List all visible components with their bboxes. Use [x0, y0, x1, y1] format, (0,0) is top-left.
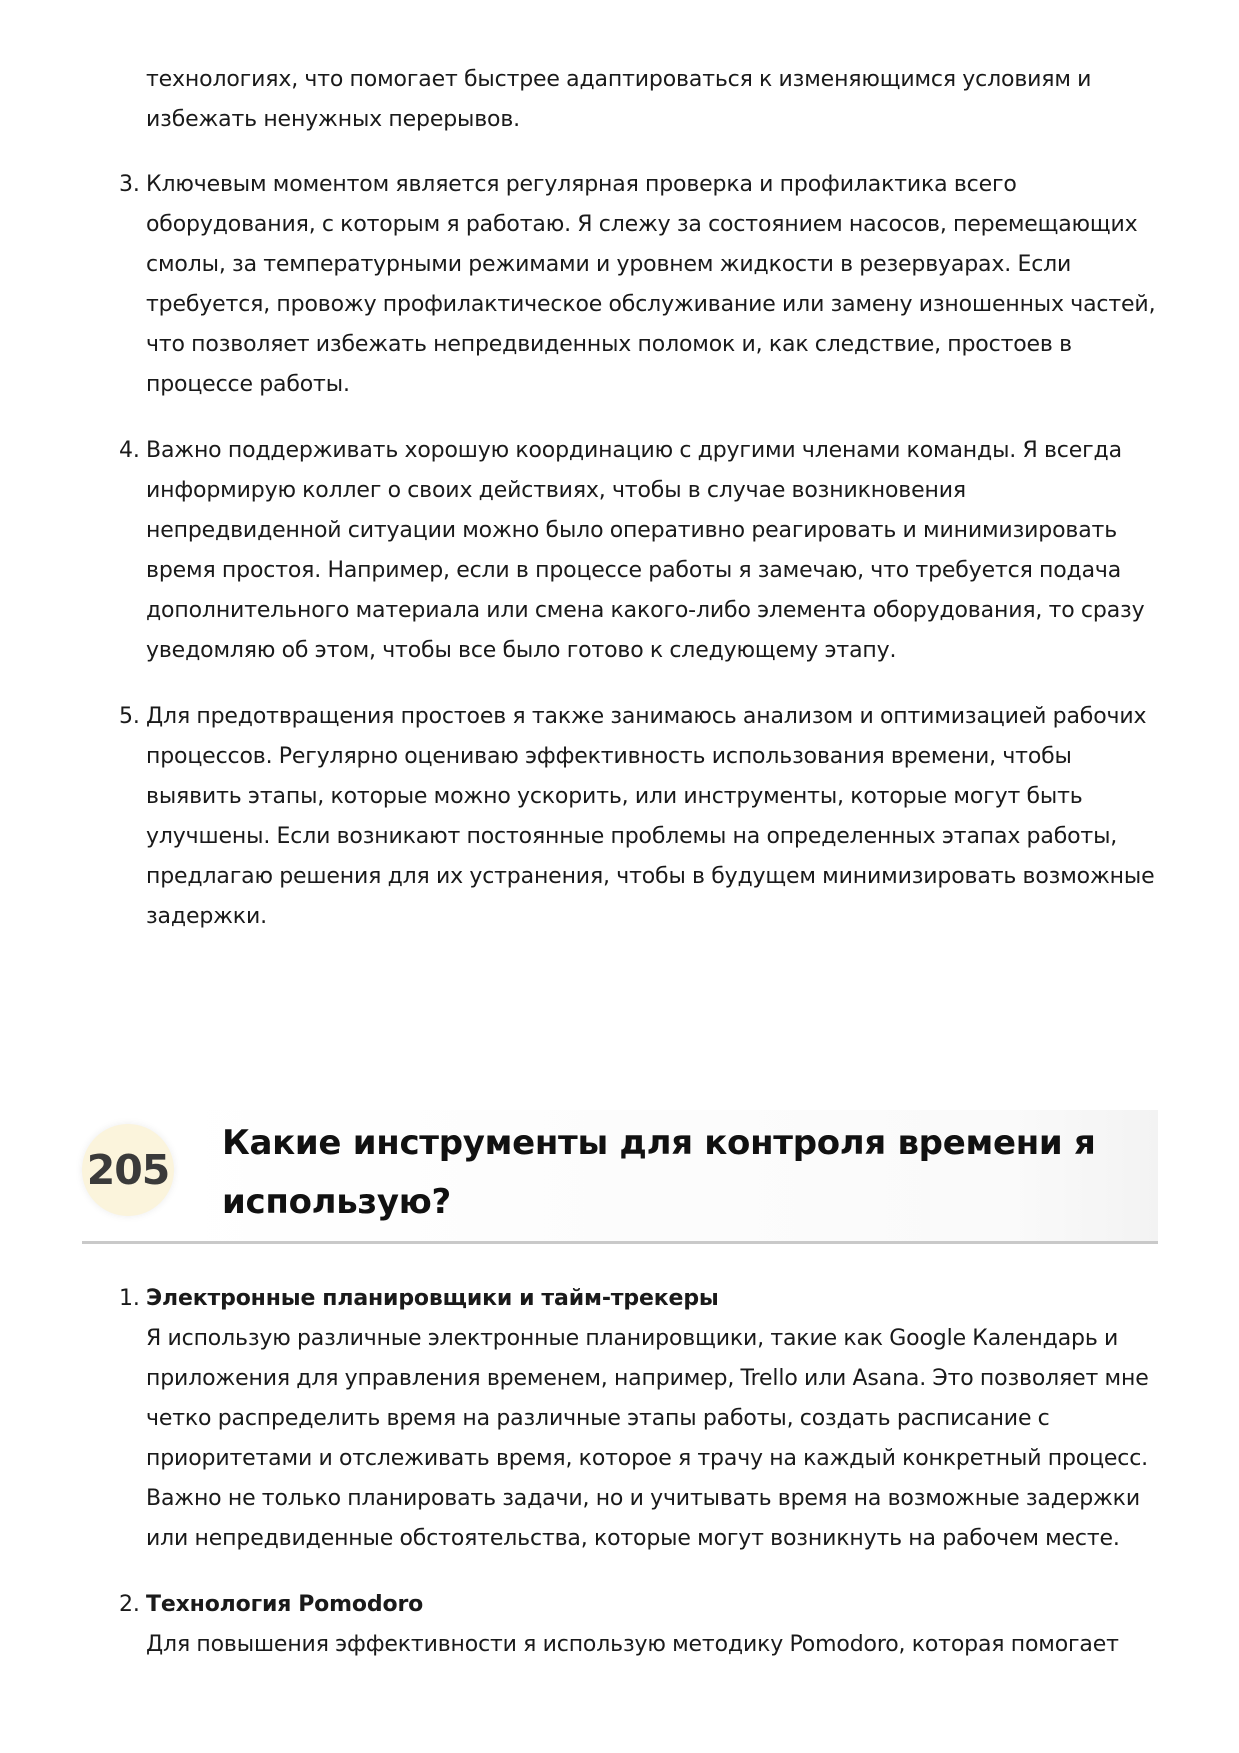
- text-line: оборудования, с которым я работаю. Я слежу за состоянием насосов, перемещающих: [146, 212, 1138, 237]
- text-line: предлагаю решения для их устранения, чтобы в будущем минимизировать возможные: [146, 864, 1155, 889]
- list-item: [119, 1585, 1156, 1665]
- text-line: информирую коллег о своих действиях, чтобы в случае возникновения: [146, 478, 966, 503]
- text-line: Для повышения эффективности я использую методику Pomodoro, которая помогает: [146, 1632, 1119, 1657]
- text-line: приложения для управления временем, например, Trello или Asana. Это позволяет мне: [146, 1366, 1149, 1391]
- section-number-badge: 205: [82, 1124, 174, 1216]
- text-line: улучшены. Если возникают постоянные проблемы на определенных этапах работы,: [146, 824, 1118, 849]
- section-title-line: Какие инструменты для контроля времени я: [222, 1123, 1096, 1163]
- list-item: [119, 697, 1156, 937]
- text-line: процессов. Регулярно оцениваю эффективность использования времени, чтобы: [146, 744, 1072, 769]
- list-number: 3.: [119, 172, 140, 197]
- text-line: задержки.: [146, 904, 267, 929]
- section-divider: [82, 1241, 1158, 1244]
- text-line: процессе работы.: [146, 372, 350, 397]
- text-line: Важно поддерживать хорошую координацию с другими членами команды. Я всегда: [146, 438, 1122, 463]
- text-line: уведомляю об этом, чтобы все было готово к следующему этапу.: [146, 638, 897, 663]
- list-item-continuation: [146, 60, 1156, 140]
- list-number: 1.: [119, 1286, 140, 1311]
- text-line: Для предотвращения простоев я также занимаюсь анализом и оптимизацией рабочих: [146, 704, 1147, 729]
- text-line: дополнительного материала или смена какого-либо элемента оборудования, то сразу: [146, 598, 1145, 623]
- list-item: [119, 165, 1156, 405]
- list-item: [119, 431, 1156, 671]
- list-number: 2.: [119, 1592, 140, 1617]
- list-item-title: Электронные планировщики и тайм-трекеры: [146, 1286, 719, 1311]
- text-line: Ключевым моментом является регулярная проверка и профилактика всего: [146, 172, 1017, 197]
- text-line: избежать ненужных перерывов.: [146, 107, 521, 132]
- text-line: Я использую различные электронные планировщики, такие как Google Календарь и: [146, 1326, 1119, 1351]
- text-line: непредвиденной ситуации можно было оперативно реагировать и минимизировать: [146, 518, 1118, 543]
- section-title: [222, 1114, 1122, 1232]
- list-item-title: Технология Pomodoro: [146, 1592, 424, 1617]
- text-line: четко распределить время на различные этапы работы, создать расписание с: [146, 1406, 1050, 1431]
- text-line: технологиях, что помогает быстрее адаптироваться к изменяющимся условиям и: [146, 67, 1092, 92]
- text-line: приоритетами и отслеживать время, которое я трачу на каждый конкретный процесс.: [146, 1446, 1149, 1471]
- text-line: время простоя. Например, если в процессе работы я замечаю, что требуется подача: [146, 558, 1122, 583]
- section-title-line: использую?: [222, 1182, 451, 1222]
- text-line: или непредвиденные обстоятельства, которые могут возникнуть на рабочем месте.: [146, 1526, 1120, 1551]
- section-header: [82, 1110, 1158, 1242]
- text-line: что позволяет избежать непредвиденных поломок и, как следствие, простоев в: [146, 332, 1072, 357]
- list-item: [119, 1279, 1156, 1559]
- list-number: 5.: [119, 704, 140, 729]
- text-line: требуется, провожу профилактическое обслуживание или замену изношенных частей,: [146, 292, 1156, 317]
- text-line: смолы, за температурными режимами и уровнем жидкости в резервуарах. Если: [146, 252, 1072, 277]
- text-line: выявить этапы, которые можно ускорить, или инструменты, которые могут быть: [146, 784, 1083, 809]
- list-number: 4.: [119, 438, 140, 463]
- text-line: Важно не только планировать задачи, но и учитывать время на возможные задержки: [146, 1486, 1140, 1511]
